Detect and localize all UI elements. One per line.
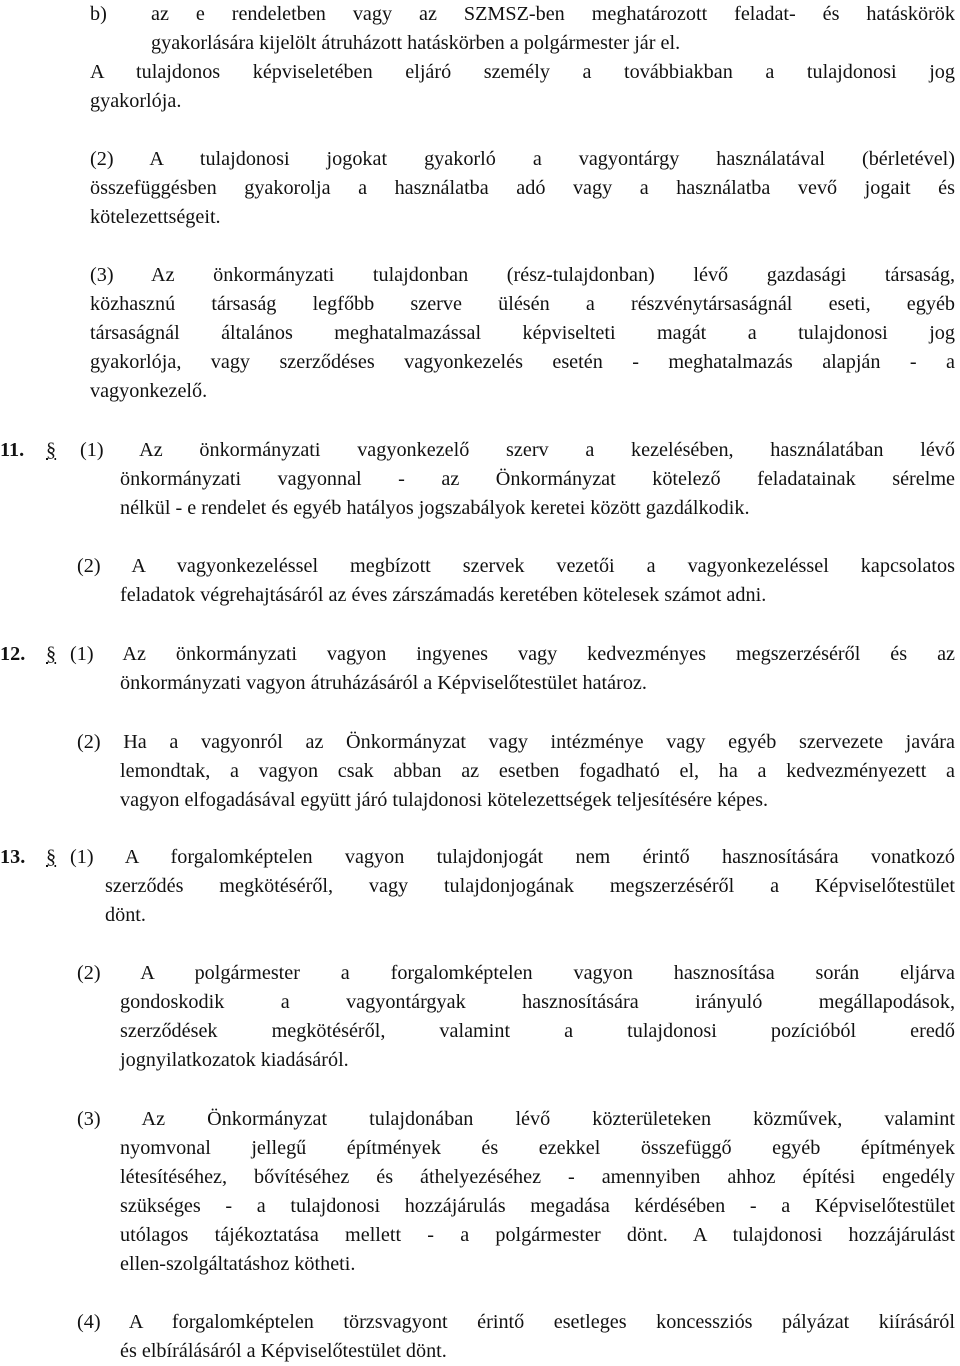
- text-line: (2) A polgármester a forgalomképtelen vagyon hasznosítása során eljárva: [77, 962, 955, 984]
- text-line: és elbírálásáról a Képviselőtestület dönt.: [120, 1340, 447, 1362]
- section-sign-11: §: [46, 439, 57, 461]
- paragraph-11-1-continuation: [120, 465, 955, 523]
- text-line: (3) Az Önkormányzat tulajdonában lévő közterületeken közművek, valamint: [77, 1108, 955, 1130]
- paragraph-13-4: [77, 1308, 955, 1337]
- text-line: közhasznú társaság legfőbb szerve ülésén a részvénytársaságnál eseti, egyéb: [90, 293, 955, 315]
- text-line: feladatok végrehajtásáról az éves zárszámadás keretében kötelesek számot adni.: [120, 584, 767, 606]
- text-line: utólagos tájékoztatása mellett - a polgármester dönt. A tulajdonosi hozzájárulást: [120, 1224, 955, 1246]
- paragraph-13-2-continuation: [120, 988, 955, 1075]
- section-number-11: 11.: [0, 439, 25, 461]
- paragraph-13-3-continuation: [120, 1134, 955, 1279]
- paragraph-13-1-continuation: [105, 872, 955, 930]
- text-line: kötelezettségeit.: [90, 206, 221, 228]
- paragraph-13-2: [77, 959, 955, 988]
- text-line: nyomvonal jellegű építmények és ezekkel összefüggő egyéb építmények: [120, 1137, 955, 1159]
- text-line: gondoskodik a vagyontárgyak hasznosítására irányuló megállapodások,: [120, 991, 955, 1013]
- text-line: társaságnál általános meghatalmazással képviselteti magát a tulajdonosi jog: [90, 322, 955, 344]
- paragraph-13-4-continuation: [120, 1337, 955, 1366]
- text-line: gyakorlója.: [90, 90, 182, 112]
- paragraph-12-1: [70, 640, 955, 669]
- text-line: jognyilatkozatok kiadásáról.: [120, 1049, 349, 1071]
- text-line: az e rendeletben vagy az SZMSZ-ben meghatározott feladat- és hatáskörök: [151, 3, 955, 25]
- text-line: (2) Ha a vagyonról az Önkormányzat vagy intézménye vagy egyéb szervezete javára: [77, 731, 955, 753]
- paragraph-10-2: [90, 145, 955, 232]
- text-line: (2) A vagyonkezeléssel megbízott szervek vezetői a vagyonkezeléssel kapcsolatos: [77, 555, 955, 577]
- text-line: (1) Az önkormányzati vagyonkezelő szerv a kezelésében, használatában lévő: [80, 439, 955, 461]
- text-line: vagyonkezelő.: [90, 380, 208, 402]
- paragraph-12-2-continuation: [120, 757, 955, 815]
- text-line: vagyon elfogadásával együtt járó tulajdonosi kötelezettségek teljesítésére képes.: [120, 789, 769, 811]
- section-number-12: 12.: [0, 643, 26, 665]
- text-line: (3) Az önkormányzati tulajdonban (rész-tulajdonban) lévő gazdasági társaság,: [90, 264, 955, 286]
- paragraph-13-1: [70, 843, 955, 872]
- text-line: dönt.: [105, 904, 146, 926]
- paragraph-11-1: [80, 436, 955, 465]
- section-sign-13: §: [46, 846, 57, 868]
- item-b-marker: b): [90, 3, 107, 25]
- text-line: gyakorlására kijelölt átruházott hatáskörben a polgármester jár el.: [151, 32, 681, 54]
- section-sign-12: §: [46, 643, 57, 665]
- text-line: nélkül - e rendelet és egyéb hatályos jogszabályok keretei között gazdálkodik.: [120, 497, 750, 519]
- paragraph-11-2-continuation: [120, 581, 955, 610]
- text-line: A tulajdonos képviseletében eljáró személy a továbbiakban a tulajdonosi jog: [90, 61, 955, 83]
- paragraph-10-3: [90, 261, 955, 406]
- item-b-continuation: [90, 58, 955, 116]
- text-line: (1) A forgalomképtelen vagyon tulajdonjogát nem érintő hasznosítására vonatkozó: [70, 846, 955, 868]
- text-line: lemondtak, a vagyon csak abban az esetben fogadható el, ha a kedvezményezett a: [120, 760, 955, 782]
- paragraph-11-2: [77, 552, 955, 581]
- text-line: összefüggésben gyakorolja a használatba adó vagy a használatba vevő jogait és: [90, 177, 955, 199]
- text-line: (1) Az önkormányzati vagyon ingyenes vagy kedvezményes megszerzéséről és az: [70, 643, 955, 665]
- text-line: szerződés megkötéséről, vagy tulajdonjogának megszerzéséről a Képviselőtestület: [105, 875, 955, 897]
- paragraph-12-2: [77, 728, 955, 757]
- text-line: (4) A forgalomképtelen törzsvagyont érintő esetleges koncessziós pályázat kiírásáról: [77, 1311, 955, 1333]
- text-line: önkormányzati vagyon átruházásáról a Képviselőtestület határoz.: [120, 672, 647, 694]
- text-line: gyakorlója, vagy szerződéses vagyonkezelés esetén - meghatalmazás alapján - a: [90, 351, 955, 373]
- text-line: létesítéséhez, bővítéséhez és áthelyezéséhez - amennyiben ahhoz építési engedély: [120, 1166, 955, 1188]
- text-line: önkormányzati vagyonnal - az Önkormányzat kötelező feladatainak sérelme: [120, 468, 955, 490]
- section-number-13: 13.: [0, 846, 26, 868]
- paragraph-12-1-continuation: [120, 669, 955, 698]
- text-line: szerződések megkötéséről, valamint a tulajdonosi pozícióból eredő: [120, 1020, 955, 1042]
- item-b: [90, 0, 955, 58]
- paragraph-13-3: [77, 1105, 955, 1134]
- text-line: szükséges - a tulajdonosi hozzájárulás megadása kérdésében - a Képviselőtestület: [120, 1195, 955, 1217]
- text-line: ellen-szolgáltatáshoz kötheti.: [120, 1253, 356, 1275]
- text-line: (2) A tulajdonosi jogokat gyakorló a vagyontárgy használatával (bérletével): [90, 148, 955, 170]
